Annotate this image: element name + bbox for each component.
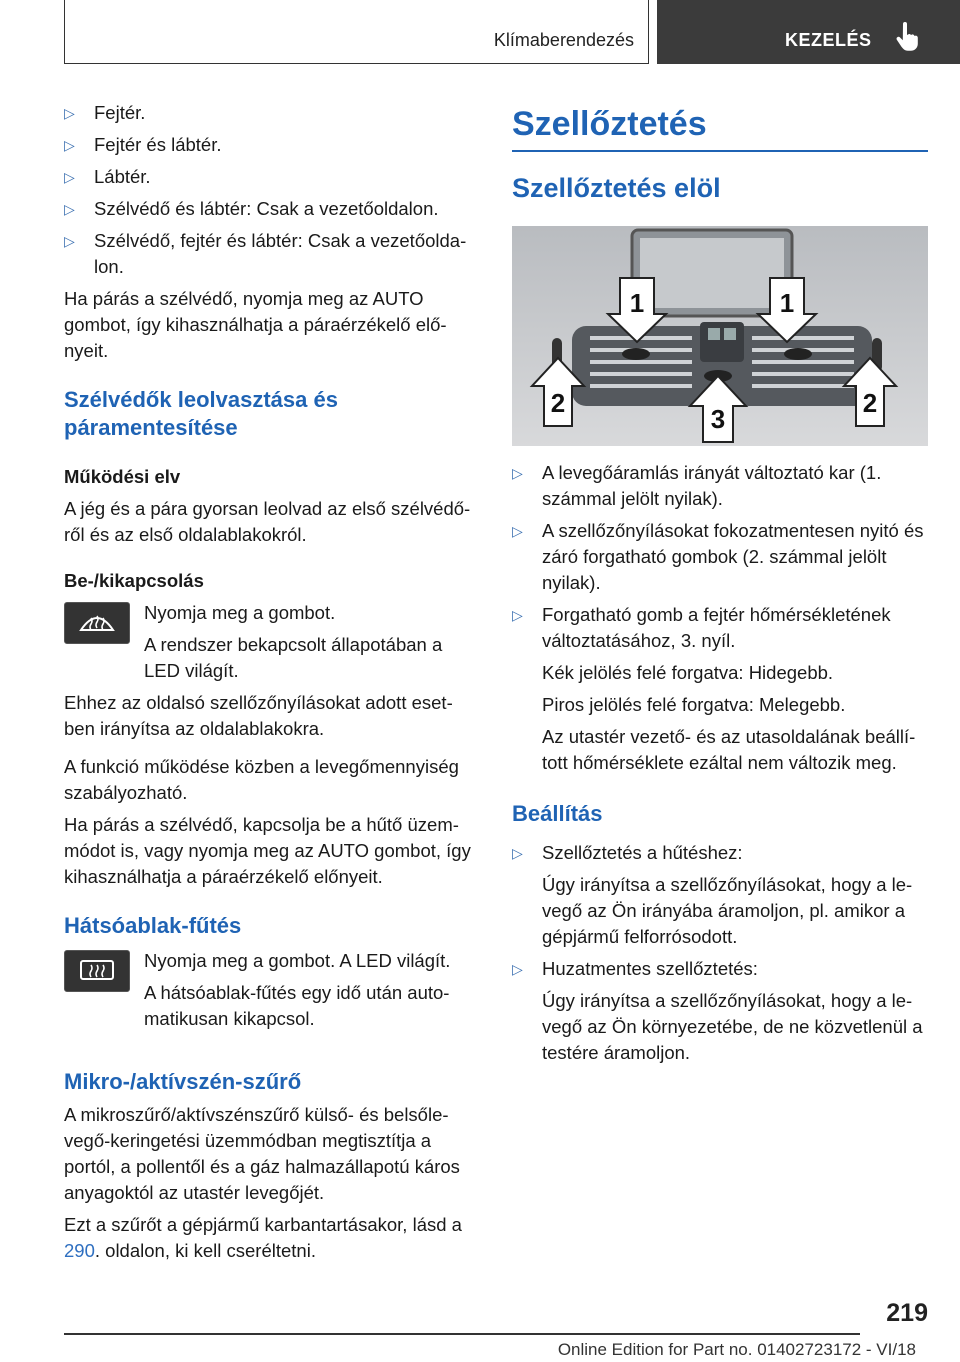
list-item: ▷ Forgatható gomb a fejtér hőmérsékletének változtatásához, 3. nyíl. (512, 602, 928, 654)
photo-label: 3 (710, 404, 726, 434)
section-title: Szellőztetés (512, 105, 707, 143)
photo-label: 1 (779, 288, 795, 318)
list-item: ▷ Szélvédő és lábtér: Csak a vezetőoldalon. (64, 196, 478, 222)
header-section-title: Klímaberendezés (493, 30, 634, 50)
list-item: ▷ Fejtér és lábtér. (64, 132, 478, 158)
paragraph: Kék jelölés felé forgatva: Hidegebb. (542, 662, 834, 683)
triangle-bullet-icon: ▷ (512, 465, 523, 481)
triangle-bullet-icon: ▷ (512, 523, 523, 539)
triangle-bullet-icon: ▷ (512, 961, 523, 977)
list-item: ▷ Szélvédő, fejtér és lábtér: Csak a vezetőolda-lon. (64, 228, 478, 280)
rear-window-heating-button-icon (64, 950, 130, 992)
paragraph: A mikroszűrő/aktívszénszűrő külső- és belsőle-vegő-keringetési üzemmódban megtisztítja a portól, a pollentől és a gáz halmazállapotú káros anyagoktól az utastér levegőjét. (64, 1104, 460, 1203)
triangle-bullet-icon: ▷ (64, 169, 75, 185)
triangle-bullet-icon: ▷ (64, 105, 75, 121)
dashboard-vents-photo (512, 226, 928, 446)
list-item: ▷ Lábtér. (64, 164, 478, 190)
heading-rear-heating: Hátsóablak-fűtés (64, 913, 242, 938)
rear-heating-instruction (64, 948, 478, 1038)
paragraph: A hátsóablak-fűtés egy idő után auto-matikusan kikapcsol. (144, 982, 450, 1029)
list-item: ▷ A szellőzőnyílásokat fokozatmentesen nyitó és záró forgatható gombok (2. számmal jelölt nyilak). (512, 518, 928, 596)
paragraph: Nyomja meg a gombot. (144, 602, 336, 623)
subsection-title: Szellőztetés elöl (512, 173, 721, 203)
pointing-hand-icon (895, 22, 919, 52)
header-section-box (64, 0, 649, 64)
triangle-bullet-icon: ▷ (64, 233, 75, 249)
heading-principle: Működési elv (64, 466, 181, 487)
right-column (512, 102, 928, 1072)
paragraph: Ha párás a szélvédő, nyomja meg az AUTO gombot, így kihasználhatja a páraérzékelő elő-nyeit. (64, 288, 447, 361)
triangle-bullet-icon: ▷ (64, 137, 75, 153)
list-item: ▷ A levegőáramlás irányát változtató kar (1. számmal jelölt nyilak). (512, 460, 928, 512)
paragraph: A funkció működése közben a levegőmennyiség szabályozható. (64, 756, 459, 803)
photo-label: 2 (862, 388, 878, 418)
paragraph: Piros jelölés felé forgatva: Melegebb. (542, 694, 846, 715)
photo-label: 1 (629, 288, 645, 318)
triangle-bullet-icon: ▷ (64, 201, 75, 217)
page-link-290[interactable]: 290 (64, 1240, 95, 1261)
photo-label: 2 (550, 388, 566, 418)
paragraph: Ezt a szűrőt a gépjármű karbantartásakor, lásd a 290. oldalon, ki kell cseréltetni. (64, 1214, 462, 1261)
page-number: 219 (886, 1299, 928, 1327)
edition-note: Online Edition for Part no. 01402723172 - VI/18 (557, 1340, 916, 1359)
left-column (64, 100, 478, 1270)
heading-defrost: Szélvédők leolvasztása és páramentesítése (64, 387, 338, 440)
paragraph: Úgy irányítsa a szellőzőnyílásokat, hogy a le-vegő az Ön környezetébe, de ne közvetlenül a testére áramoljon. (542, 990, 923, 1063)
paragraph: Nyomja meg a gombot. A LED világít. (144, 950, 451, 971)
list-item: ▷ Huzatmentes szellőztetés: (512, 956, 928, 982)
list-item: ▷ Fejtér. (64, 100, 478, 126)
paragraph: Ha párás a szélvédő, kapcsolja be a hűtő üzem-módot is, vagy nyomja meg az AUTO gombot, így kihasználhatja a páraérzékelő előnyeit. (64, 814, 471, 887)
paragraph: A jég és a pára gyorsan leolvad az első szélvédő-ről és az első oldalablakokról. (64, 498, 471, 545)
heading-setting: Beállítás (512, 801, 603, 826)
heading-filter: Mikro-/aktívszén-szűrő (64, 1069, 302, 1094)
header-chapter-box (657, 0, 960, 64)
paragraph: Ehhez az oldalsó szellőzőnyílásokat adott eset-ben irányítsa az oldalablakokra. (64, 692, 453, 739)
list-item: ▷ Szellőztetés a hűtéshez: (512, 840, 928, 866)
triangle-bullet-icon: ▷ (512, 845, 523, 861)
paragraph: Úgy irányítsa a szellőzőnyílásokat, hogy a le-vegő az Ön irányába áramoljon, pl. amikor a gépjármű felforrósodott. (542, 874, 913, 947)
paragraph: A rendszer bekapcsolt állapotában a LED világít. (144, 634, 443, 681)
windshield-defrost-button-icon (64, 602, 130, 644)
footer-rule (64, 1333, 860, 1335)
paragraph: Az utastér vezető- és az utasoldalának beállí-tott hőmérséklete ezáltal nem változik meg. (542, 726, 916, 773)
header-chapter-title: KEZELÉS (785, 30, 872, 50)
title-rule (512, 150, 928, 152)
triangle-bullet-icon: ▷ (512, 607, 523, 623)
defrost-instruction (64, 600, 478, 690)
heading-onoff: Be-/kikapcsolás (64, 570, 204, 591)
